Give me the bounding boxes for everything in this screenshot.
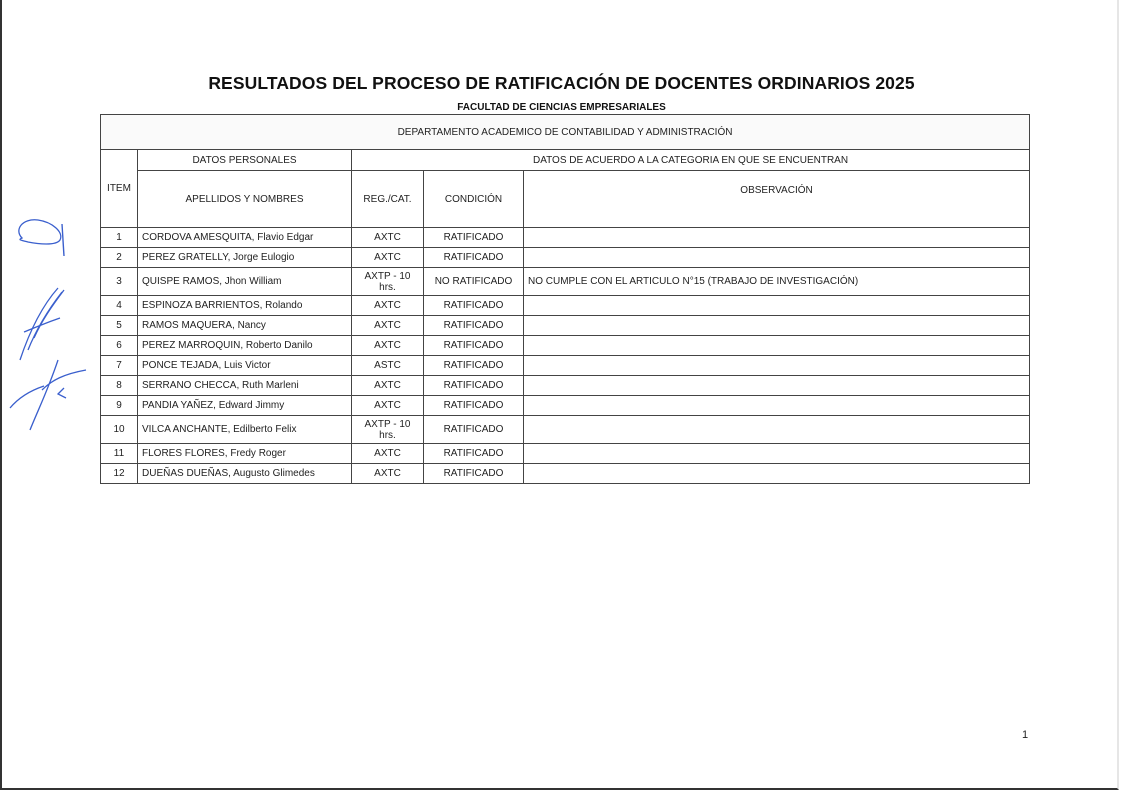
table-row [101, 336, 1030, 356]
row-reg-cat: AXTC [352, 396, 424, 416]
table-row [101, 464, 1030, 484]
header-names: APELLIDOS Y NOMBRES [138, 171, 352, 228]
row-name: FLORES FLORES, Fredy Roger [138, 444, 352, 464]
row-item-number: 6 [101, 336, 138, 356]
row-name: PANDIA YAÑEZ, Edward Jimmy [138, 396, 352, 416]
handwritten-signature [8, 210, 98, 440]
table-row [101, 296, 1030, 316]
row-observation [524, 396, 1030, 416]
row-name: RAMOS MAQUERA, Nancy [138, 316, 352, 336]
row-reg-cat: ASTC [352, 356, 424, 376]
header-category-data: DATOS DE ACUERDO A LA CATEGORIA EN QUE SE ENCUENTRAN [352, 150, 1030, 171]
department-row [101, 115, 1030, 150]
header-observation: OBSERVACIÓN [524, 171, 1030, 228]
row-condition: RATIFICADO [424, 356, 524, 376]
row-observation [524, 444, 1030, 464]
row-item-number: 3 [101, 268, 138, 296]
row-observation [524, 316, 1030, 336]
row-item-number: 7 [101, 356, 138, 376]
results-table [100, 114, 1030, 484]
row-condition: RATIFICADO [424, 248, 524, 268]
row-reg-cat: AXTC [352, 316, 424, 336]
row-reg-cat: AXTC [352, 376, 424, 396]
faculty-subtitle: FACULTAD DE CIENCIAS EMPRESARIALES [457, 102, 666, 113]
row-condition: RATIFICADO [424, 396, 524, 416]
row-item-number: 11 [101, 444, 138, 464]
row-item-number: 10 [101, 416, 138, 444]
row-reg-cat: AXTP - 10 hrs. [352, 268, 424, 296]
row-condition: RATIFICADO [424, 336, 524, 356]
row-condition: RATIFICADO [424, 316, 524, 336]
table-row [101, 316, 1030, 336]
row-condition: RATIFICADO [424, 464, 524, 484]
header-row-group [101, 150, 1030, 171]
table-row [101, 396, 1030, 416]
row-item-number: 8 [101, 376, 138, 396]
table-row [101, 376, 1030, 396]
row-observation: NO CUMPLE CON EL ARTICULO N°15 (TRABAJO DE INVESTIGACIÓN) [524, 268, 1030, 296]
row-item-number: 5 [101, 316, 138, 336]
document-title: RESULTADOS DEL PROCESO DE RATIFICACIÓN DE DOCENTES ORDINARIOS 2025 [208, 73, 915, 93]
row-name: QUISPE RAMOS, Jhon William [138, 268, 352, 296]
header-row-columns [101, 171, 1030, 228]
row-name: ESPINOZA BARRIENTOS, Rolando [138, 296, 352, 316]
row-name: VILCA ANCHANTE, Edilberto Felix [138, 416, 352, 444]
row-observation [524, 376, 1030, 396]
row-name: DUEÑAS DUEÑAS, Augusto Glimedes [138, 464, 352, 484]
row-condition: NO RATIFICADO [424, 268, 524, 296]
row-reg-cat: AXTC [352, 444, 424, 464]
table-row [101, 248, 1030, 268]
row-observation [524, 248, 1030, 268]
table-row [101, 416, 1030, 444]
row-observation [524, 336, 1030, 356]
row-condition: RATIFICADO [424, 228, 524, 248]
row-name: SERRANO CHECCA, Ruth Marleni [138, 376, 352, 396]
header-condition: CONDICIÓN [424, 171, 524, 228]
table-row [101, 356, 1030, 376]
row-name: CORDOVA AMESQUITA, Flavio Edgar [138, 228, 352, 248]
row-reg-cat: AXTC [352, 228, 424, 248]
row-observation [524, 228, 1030, 248]
page-number: 1 [1022, 729, 1029, 741]
header-reg-cat: REG./CAT. [352, 171, 424, 228]
table-row [101, 268, 1030, 296]
row-condition: RATIFICADO [424, 296, 524, 316]
row-observation [524, 296, 1030, 316]
row-item-number: 9 [101, 396, 138, 416]
table-row [101, 444, 1030, 464]
header-item: ITEM [101, 150, 138, 228]
row-observation [524, 356, 1030, 376]
row-condition: RATIFICADO [424, 416, 524, 444]
row-name: PONCE TEJADA, Luis Victor [138, 356, 352, 376]
department-name: DEPARTAMENTO ACADEMICO DE CONTABILIDAD Y ADMINISTRACIÓN [101, 115, 1030, 150]
row-item-number: 1 [101, 228, 138, 248]
row-name: PEREZ GRATELLY, Jorge Eulogio [138, 248, 352, 268]
row-observation [524, 464, 1030, 484]
row-reg-cat: AXTC [352, 336, 424, 356]
row-item-number: 4 [101, 296, 138, 316]
row-item-number: 2 [101, 248, 138, 268]
row-reg-cat: AXTC [352, 464, 424, 484]
row-reg-cat: AXTC [352, 248, 424, 268]
row-condition: RATIFICADO [424, 444, 524, 464]
row-item-number: 12 [101, 464, 138, 484]
row-name: PEREZ MARROQUIN, Roberto Danilo [138, 336, 352, 356]
row-reg-cat: AXTP - 10 hrs. [352, 416, 424, 444]
row-observation [524, 416, 1030, 444]
row-condition: RATIFICADO [424, 376, 524, 396]
table-row [101, 228, 1030, 248]
row-reg-cat: AXTC [352, 296, 424, 316]
header-personal-data: DATOS PERSONALES [138, 150, 352, 171]
